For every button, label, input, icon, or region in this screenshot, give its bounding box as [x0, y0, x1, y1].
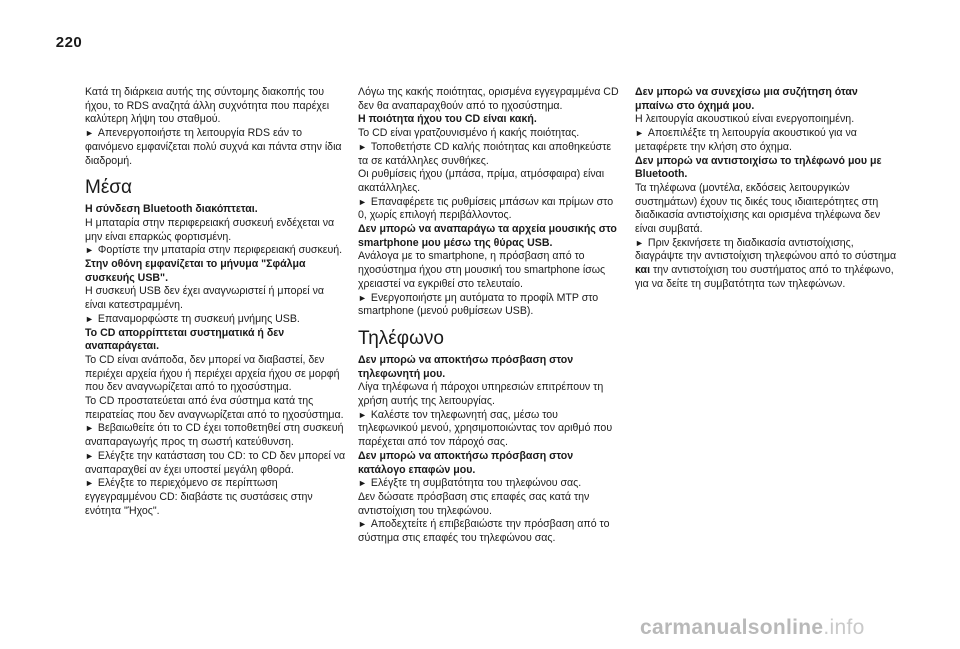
- heading-text: Δεν μπορώ να συνεχίσω μια συζήτηση όταν μπαίνω στο όχημά μου.: [635, 86, 858, 112]
- arrow-bullet-icon: ►: [85, 313, 94, 324]
- paragraph: [85, 217, 347, 244]
- watermark[interactable]: [640, 616, 865, 640]
- question-heading: [358, 223, 620, 250]
- paragraph: [635, 113, 897, 127]
- heading-text: Δεν μπορώ να αποκτήσω πρόσβαση στον κατάλογο επαφών μου.: [358, 449, 574, 476]
- question-heading: [85, 203, 347, 217]
- paragraph-text: Η λειτουργία ακουστικού είναι ενεργοποιημένη.: [635, 113, 855, 126]
- heading-text: Η σύνδεση Bluetooth διακόπτεται.: [85, 203, 258, 216]
- instruction-item: [85, 422, 347, 449]
- instruction-item: [85, 244, 347, 258]
- paragraph-text: Κατά τη διάρκεια αυτής της σύντομης διακοπής του ήχου, το RDS αναζητά άλλη συχνότητα που παρέχει καλύτερη λήψη του σταθμού.: [85, 86, 330, 126]
- paragraph: [358, 381, 620, 408]
- instruction-item: [85, 313, 347, 327]
- paragraph-text: Το CD είναι γρατζουνισμένο ή κακής ποιότητας.: [358, 127, 580, 140]
- question-heading: [358, 354, 620, 381]
- paragraph-text: Αποεπιλέξτε τη λειτουργία ακουστικού για να μεταφέρετε την κλήση στο όχημα.: [635, 127, 857, 153]
- arrow-bullet-icon: ►: [85, 478, 94, 489]
- paragraph-text: Τοποθετήστε CD καλής ποιότητας και αποθηκεύστε τα σε κατάλληλες συνθήκες.: [358, 140, 612, 167]
- section-heading: Τηλέφωνο: [358, 327, 444, 349]
- paragraph: [358, 168, 620, 195]
- paragraph: [358, 491, 620, 518]
- instruction-item: [358, 477, 620, 491]
- instruction-item: [85, 450, 347, 477]
- heading-text: Η ποιότητα ήχου του CD είναι κακή.: [358, 113, 537, 126]
- instruction-item: [358, 409, 620, 450]
- arrow-bullet-icon: ►: [85, 128, 94, 139]
- paragraph-text: Το CD προστατεύεται από ένα σύστημα κατά της πειρατείας που δεν αναγνωρίζεται από το ηχοσύστημα.: [85, 395, 344, 421]
- paragraph: [85, 354, 347, 395]
- paragraph-text: Το CD είναι ανάποδα, δεν μπορεί να διαβαστεί, δεν περιέχει αρχεία ήχου ή περιέχει αρχεία ήχου σε μορφή που δεν αναγνωρίζεται από το ηχοσύστημα.: [85, 353, 340, 394]
- paragraph-text: την αντιστοίχιση του συστήματος από το τηλέφωνο, για να δείτε τη συμβατότητα των τηλεφώνων.: [635, 264, 894, 290]
- emphasis-text: και: [635, 264, 651, 277]
- arrow-bullet-icon: ►: [358, 141, 367, 152]
- paragraph-text: Οι ρυθμίσεις ήχου (μπάσα, πρίμα, ατμόσφαιρα) είναι ακατάλληλες.: [358, 168, 605, 194]
- text-column-middle: [358, 86, 620, 546]
- paragraph-text: Βεβαιωθείτε ότι το CD έχει τοποθετηθεί στη συσκευή αναπαραγωγής προς τη σωστή κατεύθυνση.: [85, 422, 344, 449]
- watermark-text: carmanualsonline: [640, 616, 824, 639]
- section-heading: Μέσα: [85, 177, 133, 199]
- heading-text: Δεν μπορώ να αναπαράγω τα αρχεία μουσικής στο smartphone μου μέσω της θύρας USB.: [358, 223, 617, 249]
- paragraph-text: Επαναμορφώστε τη συσκευή μνήμης USB.: [97, 312, 300, 325]
- paragraph-text: Ελέγξτε το περιεχόμενο σε περίπτωση εγγεγραμμένου CD: διαβάστε τις συστάσεις στην ενότητα "Ήχος".: [85, 477, 313, 517]
- arrow-bullet-icon: ►: [635, 128, 644, 139]
- heading-text: Δεν μπορώ να αντιστοιχίσω το τηλέφωνό μου με Bluetooth.: [635, 154, 882, 181]
- arrow-bullet-icon: ►: [85, 450, 94, 461]
- arrow-bullet-icon: ►: [358, 519, 367, 530]
- question-heading: [635, 86, 897, 113]
- text-column-left: [85, 86, 347, 518]
- instruction-item: [85, 477, 347, 518]
- paragraph-text: Η συσκευή USB δεν έχει αναγνωριστεί ή μπορεί να είναι κατεστραμμένη.: [85, 285, 324, 312]
- instruction-item: [358, 518, 620, 545]
- instruction-item: [358, 292, 620, 319]
- paragraph-text: Ελέγξτε τη συμβατότητα του τηλεφώνου σας.: [370, 477, 582, 490]
- text-column-right: [635, 86, 897, 292]
- paragraph-text: Καλέστε τον τηλεφωνητή σας, μέσω του τηλεφωνικού μενού, χρησιμοποιώντας τον αριθμό που παρέχεται από τον πάροχό σας.: [358, 408, 613, 449]
- instruction-item: [358, 141, 620, 168]
- question-heading: [358, 450, 620, 477]
- paragraph-text: Λίγα τηλέφωνα ή πάροχοι υπηρεσιών επιτρέπουν τη χρήση αυτής της λειτουργίας.: [358, 381, 604, 408]
- arrow-bullet-icon: ►: [358, 478, 367, 489]
- question-heading: [358, 113, 620, 127]
- paragraph-text: Ενεργοποιήστε μη αυτόματα το προφίλ MTP στο smartphone (μενού ρυθμίσεων USB).: [358, 291, 599, 318]
- instruction-item: [635, 237, 897, 292]
- heading-text: Δεν μπορώ να αποκτήσω πρόσβαση στον τηλεφωνητή μου.: [358, 353, 574, 380]
- arrow-bullet-icon: ►: [358, 292, 367, 303]
- paragraph-text: Ανάλογα με το smartphone, η πρόσβαση από το ηχοσύστημα ήχου στη μουσική του smartphone ίσως χρειαστεί να εγκριθεί στο τελευταίο.: [358, 250, 606, 290]
- paragraph-text: Επαναφέρετε τις ρυθμίσεις μπάσων και πρίμων στο 0, χωρίς επιλογή περιβάλλοντος.: [358, 195, 614, 222]
- watermark-suffix: .info: [823, 616, 865, 639]
- paragraph-text: Απενεργοποιήστε τη λειτουργία RDS εάν το φαινόμενο εμφανίζεται πολύ συχνά και πάντα στην ίδια διαδρομή.: [85, 127, 342, 167]
- page-number: 220: [55, 34, 83, 51]
- arrow-bullet-icon: ►: [358, 196, 367, 207]
- instruction-item: [635, 127, 897, 154]
- question-heading: [635, 155, 897, 182]
- arrow-bullet-icon: ►: [85, 245, 94, 256]
- paragraph: [85, 285, 347, 312]
- arrow-bullet-icon: ►: [358, 409, 367, 420]
- paragraph-text: Η μπαταρία στην περιφερειακή συσκευή ενδέχεται να μην είναι επαρκώς φορτισμένη.: [85, 216, 335, 243]
- paragraph: [85, 395, 347, 422]
- paragraph: [358, 127, 620, 141]
- question-heading: [85, 327, 347, 354]
- paragraph: [358, 86, 620, 113]
- paragraph-text: Λόγω της κακής ποιότητας, ορισμένα εγγεγραμμένα CD δεν θα αναπαραχθούν από το ηχοσύστημα.: [358, 86, 619, 112]
- instruction-item: [85, 127, 347, 168]
- paragraph-text: Αποδεχτείτε ή επιβεβαιώστε την πρόσβαση από το σύστημα στις επαφές του τηλεφώνου σας.: [358, 518, 610, 545]
- paragraph: [85, 86, 347, 127]
- paragraph-text: Φορτίστε την μπαταρία στην περιφερειακή συσκευή.: [97, 244, 343, 257]
- paragraph-text: Πριν ξεκινήσετε τη διαδικασία αντιστοίχισης, διαγράψτε την αντιστοίχιση τηλεφώνου από το σύστημα: [635, 236, 897, 263]
- question-heading: [85, 258, 347, 285]
- paragraph: [635, 182, 897, 237]
- heading-text: Το CD απορρίπτεται συστηματικά ή δεν αναπαράγεται.: [85, 326, 285, 353]
- paragraph: [358, 250, 620, 291]
- paragraph-text: Ελέγξτε την κατάσταση του CD: το CD δεν μπορεί να αναπαραχθεί αν έχει υποστεί μεγάλη φθορά.: [85, 449, 346, 476]
- heading-text: Στην οθόνη εμφανίζεται το μήνυμα "Σφάλμα συσκευής USB".: [85, 258, 306, 284]
- paragraph-text: Τα τηλέφωνα (μοντέλα, εκδόσεις λειτουργικών συστημάτων) έχουν τις δικές τους ιδιαιτερότητες στη διαδικασία αντιστοίχισης και ορισμένα τηλέφωνα δεν είναι συμβατά.: [635, 181, 881, 236]
- paragraph-text: Δεν δώσατε πρόσβαση στις επαφές σας κατά την αντιστοίχιση του τηλεφώνου.: [358, 490, 590, 517]
- arrow-bullet-icon: ►: [635, 237, 644, 248]
- instruction-item: [358, 196, 620, 223]
- arrow-bullet-icon: ►: [85, 423, 94, 434]
